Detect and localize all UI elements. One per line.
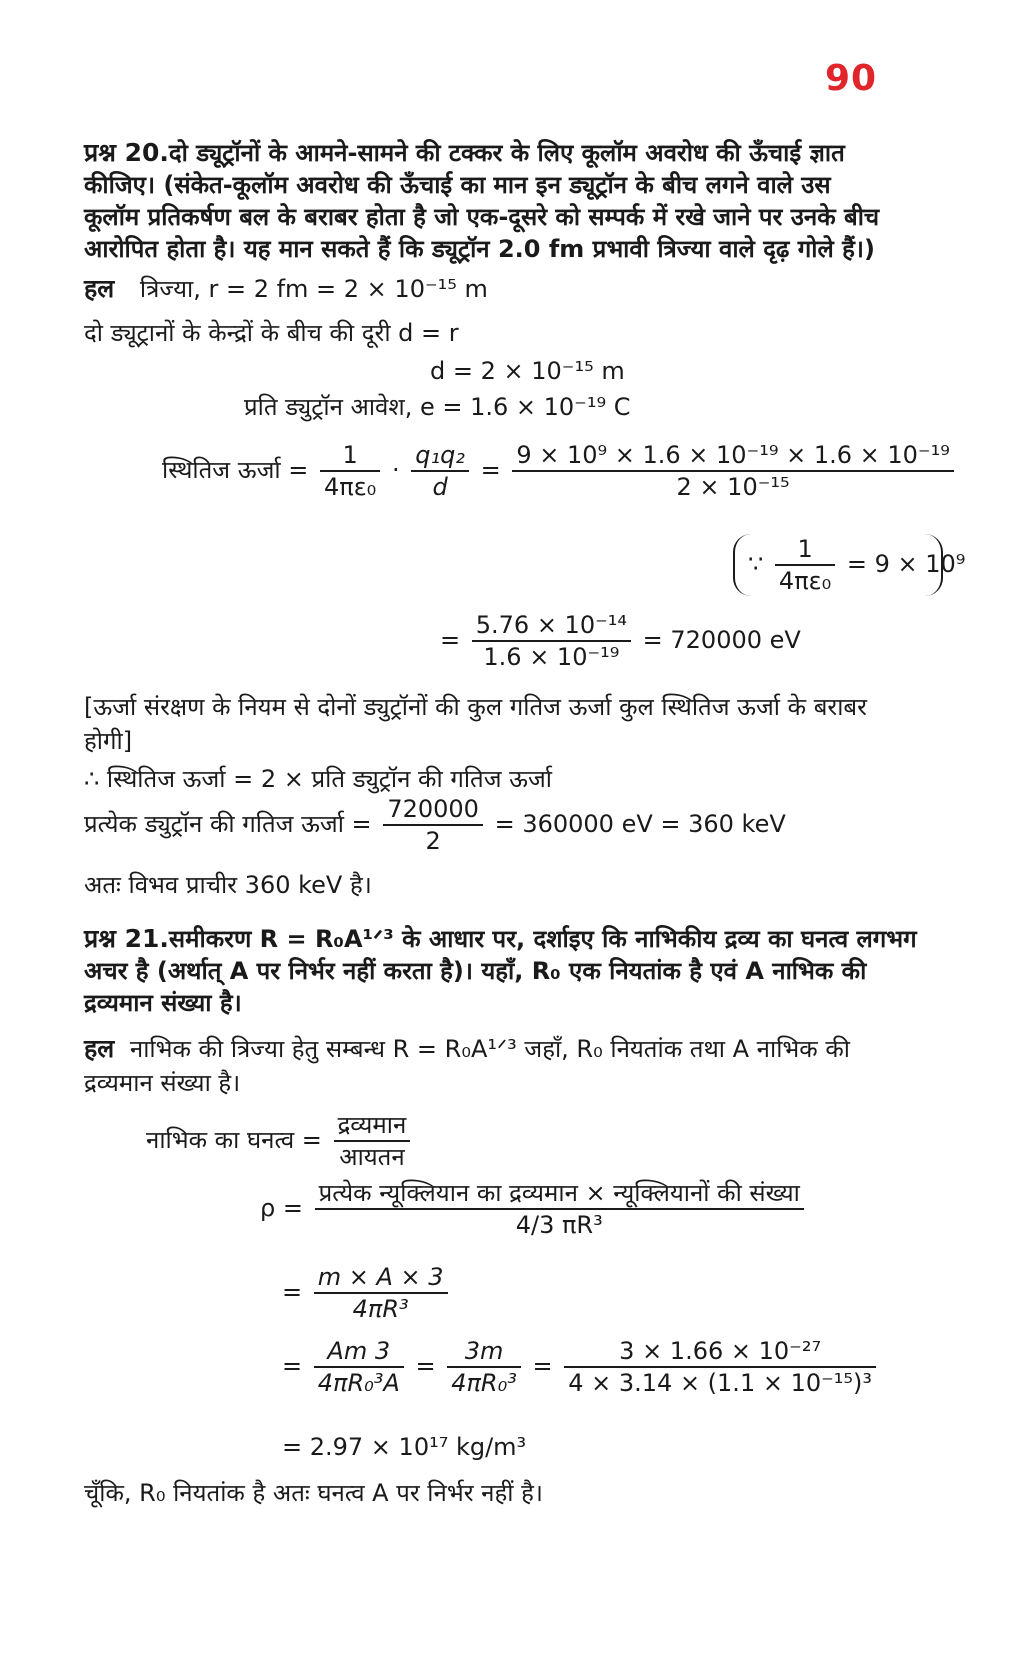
step-2-fraction-3-den: 4 × 3.14 × (1.1 × 10⁻¹⁵)³ [568, 1369, 873, 1397]
solution-21-text-2: द्रव्यमान संख्या है। [84, 1069, 241, 1097]
rho-fraction [315, 1178, 804, 1240]
pe-fraction-2-den: d [432, 473, 448, 501]
rho-equation [260, 1178, 808, 1240]
pe-fraction-1 [320, 440, 380, 502]
question-21-label: प्रश्न 21. [84, 924, 169, 953]
solution-21-line-1 [84, 1034, 850, 1064]
energy-note-line-2: होगी] [84, 727, 133, 755]
kinetic-energy-equation [84, 794, 786, 856]
solution-20-conclusion: अतः विभव प्राचीर 360 keV है। [84, 871, 372, 899]
therefore-line: ∴ स्थितिज ऊर्जा = 2 × प्रति ड्युट्रॉन की गतिज ऊर्जा [84, 765, 553, 793]
step-1-fraction [314, 1262, 448, 1324]
solution-21-conclusion: चूँकि, R₀ नियतांक है अतः घनत्व A पर निर्भर नहीं है। [84, 1479, 543, 1507]
result-value: = 720000 eV [642, 626, 801, 654]
step-1-equals: = [282, 1278, 303, 1306]
step-2-fraction-2-den: 4πR₀³ [451, 1369, 517, 1397]
charge-text: प्रति ड्युट्रॉन आवेश, e = 1.6 × 10⁻¹⁹ C [244, 393, 631, 421]
rho-label: ρ = [260, 1194, 303, 1222]
solution-20-label: हल [84, 274, 115, 303]
page-number: 90 [825, 58, 878, 99]
distance-value: d = 2 × 10⁻¹⁵ m [430, 357, 625, 385]
energy-note-line-1: [ऊर्जा संरक्षण के नियम से दोनों ड्युट्रॉनों की कुल गतिज ऊर्जा कुल स्थितिज ऊर्जा के बराबर [84, 693, 867, 721]
ke-fraction-den: 2 [425, 827, 441, 855]
result-fraction [472, 610, 631, 672]
pe-dot: · [391, 456, 400, 484]
question-21-text-2: अचर है (अर्थात् A पर निर्भर नहीं करता है)। यहाँ, R₀ एक नियतांक है एवं A नाभिक की [84, 957, 867, 985]
density-fraction [334, 1110, 411, 1172]
pe-fraction-1-num: 1 [320, 440, 380, 472]
step-2-equals-1: = [282, 1352, 303, 1380]
step-2-fraction-1 [314, 1336, 404, 1398]
result-fraction-den: 1.6 × 10⁻¹⁹ [483, 643, 620, 671]
question-21-line-1 [84, 924, 917, 954]
since-fraction-num: 1 [775, 534, 835, 566]
question-20-text-3: कूलॉम प्रतिकर्षण बल के बराबर होता है जो एक-दूसरे को सम्पर्क में रखे जाने पर उनके बीच [84, 203, 880, 231]
pe-fraction-3-num: 9 × 10⁹ × 1.6 × 10⁻¹⁹ × 1.6 × 10⁻¹⁹ [512, 440, 954, 472]
step-2-equals-3: = [532, 1352, 553, 1380]
step-2-fraction-3 [564, 1336, 876, 1398]
pe-fraction-2 [411, 440, 469, 502]
since-note [748, 534, 965, 596]
rho-fraction-den: 4/3 πR³ [515, 1211, 603, 1239]
ke-fraction [383, 794, 483, 856]
question-20-text-2: कीजिए। (संकेत-कूलॉम अवरोध की ऊँचाई का मान इन ड्यूट्रॉन के बीच लगने वाले उस [84, 171, 831, 199]
density-step-1 [282, 1262, 452, 1324]
pe-fraction-3 [512, 440, 954, 502]
result-equation [440, 610, 801, 672]
ke-value: = 360000 eV = 360 keV [494, 810, 786, 838]
radius-text: त्रिज्या, r = 2 fm = 2 × 10⁻¹⁵ m [139, 275, 488, 303]
step-1-fraction-den: 4πR³ [352, 1295, 409, 1323]
potential-energy-equation [162, 440, 958, 502]
solution-21-label: हल [84, 1034, 115, 1063]
since-symbol: ∵ [748, 550, 764, 578]
since-fraction [775, 534, 835, 596]
pe-fraction-3-den: 2 × 10⁻¹⁵ [676, 473, 790, 501]
question-20-text-1: दो ड्यूट्रॉनों के आमने-सामने की टक्कर के लिए कूलॉम अवरोध की ऊँचाई ज्ञात [168, 139, 845, 167]
density-fraction-den: आयतन [339, 1143, 405, 1171]
density-equation [146, 1110, 414, 1172]
pe-fraction-1-den: 4πε₀ [323, 473, 377, 501]
density-label: नाभिक का घनत्व = [146, 1126, 322, 1154]
question-21-text-1: समीकरण R = R₀A¹ᐟ³ के आधार पर, दर्शाइए कि नाभिकीय द्रव्य का घनत्व लगभग [168, 925, 917, 953]
question-20-line-1 [84, 138, 845, 168]
result-equals: = [440, 626, 461, 654]
step-2-fraction-2-num: 3m [447, 1336, 521, 1368]
question-21-text-3: द्रव्यमान संख्या है। [84, 989, 242, 1017]
ke-label: प्रत्येक ड्युट्रॉन की गतिज ऊर्जा = [84, 810, 372, 838]
pe-fraction-2-num: q₁q₂ [411, 440, 469, 472]
step-2-fraction-1-num: Am 3 [314, 1336, 404, 1368]
step-2-fraction-1-den: 4πR₀³A [317, 1369, 400, 1397]
question-20-label: प्रश्न 20. [84, 138, 169, 167]
solution-21-text-1: नाभिक की त्रिज्या हेतु सम्बन्ध R = R₀A¹ᐟ³ जहाँ, R₀ नियतांक तथा A नाभिक की [129, 1035, 851, 1063]
since-fraction-den: 4πε₀ [778, 567, 832, 595]
ke-fraction-num: 720000 [383, 794, 483, 826]
distance-text: दो ड्यूट्रानों के केन्द्रों के बीच की दूरी d = r [84, 319, 459, 347]
pe-label: स्थितिज ऊर्जा = [162, 456, 309, 484]
since-value: = 9 × 10⁹ [846, 550, 966, 578]
solution-20-radius [84, 274, 488, 304]
step-2-equals-2: = [415, 1352, 436, 1380]
step-2-fraction-3-num: 3 × 1.66 × 10⁻²⁷ [564, 1336, 876, 1368]
density-step-2 [282, 1336, 880, 1398]
density-final: = 2.97 × 10¹⁷ kg/m³ [282, 1433, 527, 1461]
pe-equals: = [480, 456, 501, 484]
step-1-fraction-num: m × A × 3 [314, 1262, 448, 1294]
step-2-fraction-2 [447, 1336, 521, 1398]
question-20-text-4: आरोपित होता है। यह मान सकते हैं कि ड्यूट्रॉन 2.0 fm प्रभावी त्रिज्या वाले दृढ़ गोले हैं।) [84, 235, 875, 263]
rho-fraction-num: प्रत्येक न्यूक्लियान का द्रव्यमान × न्यूक्लियानों की संख्या [315, 1178, 804, 1210]
result-fraction-num: 5.76 × 10⁻¹⁴ [472, 610, 631, 642]
density-fraction-num: द्रव्यमान [334, 1110, 411, 1142]
